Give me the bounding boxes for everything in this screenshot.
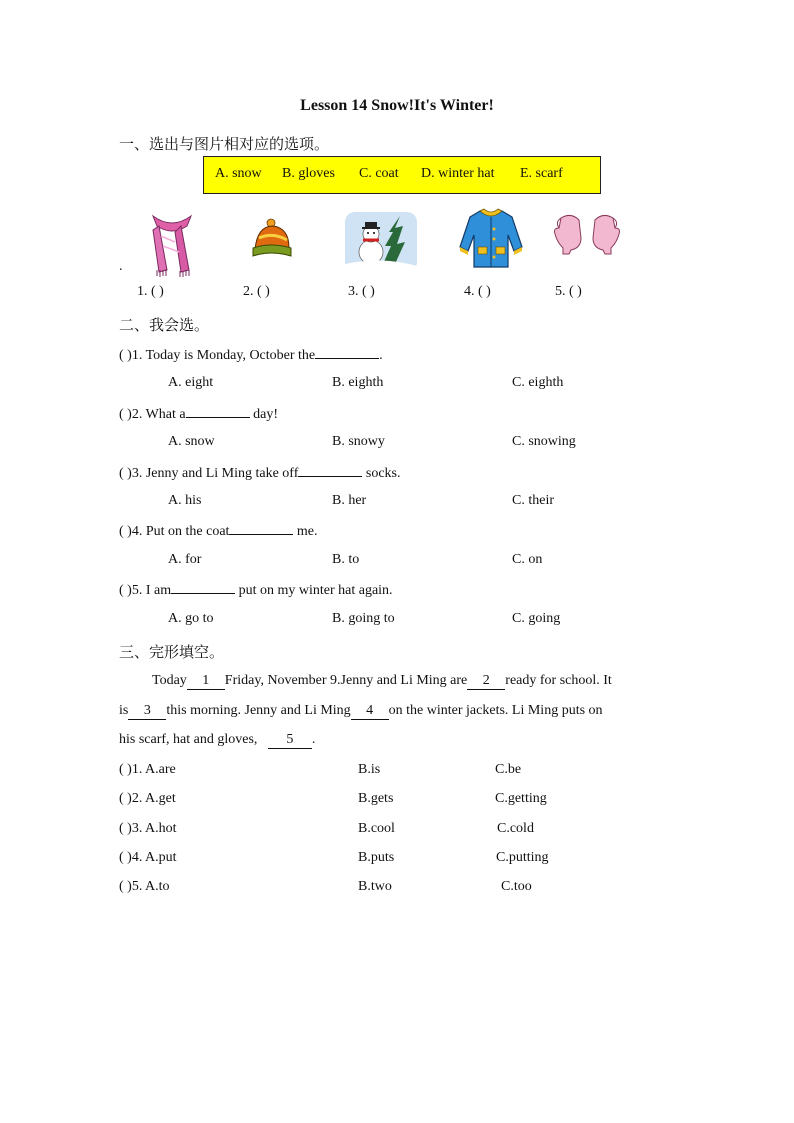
cloze-line-3: his scarf, hat and gloves, 5 . (119, 732, 316, 747)
q2-1-c: C. eighth (512, 375, 564, 390)
gloves-icon (553, 212, 621, 256)
q3-2-b: B.gets (358, 791, 394, 806)
q2-3-a: A. his (168, 493, 202, 508)
cloze-line-2: is 3 this morning. Jenny and Li Ming 4 on the winter jackets. Li Ming puts on (119, 703, 603, 718)
q2-4-a: A. for (168, 552, 202, 567)
answer-1: 1. ( ) (137, 284, 164, 299)
q3-5-a: ( )5. A.to (119, 879, 170, 894)
option-b: B. gloves (282, 166, 335, 181)
q2-1-b: B. eighth (332, 375, 384, 390)
scarf-icon (145, 212, 199, 278)
q3-5-b: B.two (358, 879, 392, 894)
answer-2: 2. ( ) (243, 284, 270, 299)
q2-5-a: A. go to (168, 611, 214, 626)
q2-3-stem: ( )3. Jenny and Li Ming take off socks. (119, 466, 401, 481)
q2-1-stem: ( )1. Today is Monday, October the . (119, 348, 383, 363)
option-e: E. scarf (520, 166, 563, 181)
snowman-icon (345, 212, 417, 272)
q2-2-a: A. snow (168, 434, 215, 449)
cloze-line-1: Today 1 Friday, November 9.Jenny and Li Ming are 2 ready for school. It (152, 673, 612, 688)
section3-heading: 三、完形填空。 (119, 645, 225, 661)
options-box (203, 156, 601, 194)
q2-5-b: B. going to (332, 611, 395, 626)
q2-4-stem: ( )4. Put on the coat me. (119, 524, 318, 539)
page-title: Lesson 14 Snow!It's Winter! (300, 97, 494, 114)
option-a: A. snow (215, 166, 262, 181)
q3-1-c: C.be (495, 762, 522, 777)
q3-1-a: ( )1. A.are (119, 762, 176, 777)
winter-hat-icon (251, 218, 293, 260)
section2-heading: 二、我会选。 (119, 318, 210, 334)
q2-4-b: B. to (332, 552, 360, 567)
answer-4: 4. ( ) (464, 284, 491, 299)
q2-2-stem: ( )2. What a day! (119, 407, 278, 422)
coat-icon (458, 207, 524, 271)
q3-3-c: C.cold (497, 821, 534, 836)
option-c: C. coat (359, 166, 399, 181)
q3-4-a: ( )4. A.put (119, 850, 177, 865)
q2-5-c: C. going (512, 611, 561, 626)
q3-2-a: ( )2. A.get (119, 791, 176, 806)
q3-2-c: C.getting (495, 791, 547, 806)
answer-5: 5. ( ) (555, 284, 582, 299)
answer-3: 3. ( ) (348, 284, 375, 299)
q3-1-b: B.is (358, 762, 381, 777)
option-d: D. winter hat (421, 166, 495, 181)
q3-3-b: B.cool (358, 821, 395, 836)
q2-4-c: C. on (512, 552, 543, 567)
q3-4-b: B.puts (358, 850, 395, 865)
q3-4-c: C.putting (496, 850, 549, 865)
q2-2-c: C. snowing (512, 434, 576, 449)
q2-1-a: A. eight (168, 375, 214, 390)
q2-5-stem: ( )5. I am put on my winter hat again. (119, 583, 393, 598)
q2-3-b: B. her (332, 493, 367, 508)
q3-3-a: ( )3. A.hot (119, 821, 177, 836)
q2-2-b: B. snowy (332, 434, 385, 449)
q3-5-c: C.too (501, 879, 532, 894)
q2-3-c: C. their (512, 493, 554, 508)
section1-heading: 一、选出与图片相对应的选项。 (119, 137, 330, 153)
stray-dot: . (119, 259, 123, 274)
